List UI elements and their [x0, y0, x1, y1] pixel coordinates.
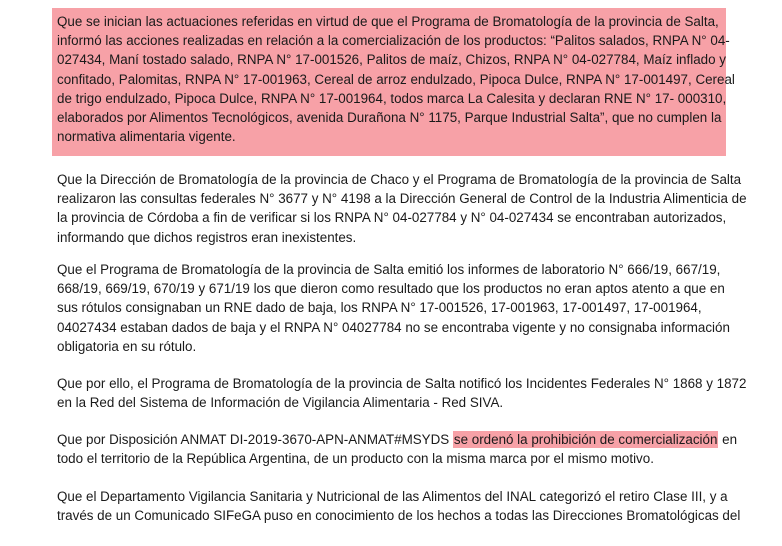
paragraph-actuaciones: [57, 12, 735, 146]
text-line: confitado, Palomitas, RNPA N° 17-001963, Cereal de arroz endulzado, Pipoca Dulce, RNPA N° 17-001497, Cereal: [57, 71, 735, 87]
text-segment: Que por Disposición ANMAT DI-2019-3670-APN-ANMAT#MSYDS: [57, 432, 453, 447]
text-line: Que el Departamento Vigilancia Sanitaria y Nutricional de las Alimentos del INAL categorizó el retiro Clase III, y a: [57, 489, 728, 504]
text-line: todo el territorio de la República Argentina, de un producto con la misma marca por el mismo motivo.: [57, 451, 654, 467]
text-line: informando que dichos registros eran inexistentes.: [57, 229, 357, 245]
text-line: Que por ello, el Programa de Bromatología de la provincia de Salta notificó los Incidentes Federales N° 1868 y 1872: [57, 376, 747, 391]
text-line: en la Red del Sistema de Información de Vigilancia Alimentaria - Red SIVA.: [57, 395, 504, 411]
paragraph-consultas-federales: [57, 170, 747, 247]
text-line: Que el Programa de Bromatología de la provincia de Salta emitió los informes de laboratorio N° 666/19, 667/19,: [57, 262, 721, 277]
text-line: de trigo endulzado, Pipoca Dulce, RNPA N° 17-001964, todos marca La Calesita y declaran RNE N° 17- 000310,: [57, 90, 727, 106]
paragraph-informes-laboratorio: [57, 260, 730, 356]
text-line: 027434, Maní tostado salado, RNPA N° 17-001526, Palitos de maíz, Chizos, RNPA N° 04-027784, Maíz inflado y: [57, 52, 726, 68]
text-line: Que la Dirección de Bromatología de la provincia de Chaco y el Programa de Bromatología de la provincia de Salta: [57, 172, 742, 187]
paragraph-incidentes-federales: [57, 374, 747, 412]
text-line: realizaron las consultas federales N° 3677 y N° 4198 a la Dirección General de Control de la Industria Alimenticia de: [57, 191, 747, 207]
text-line: [57, 430, 738, 449]
text-line: 668/19, 669/19, 670/19 y 671/19 los que dieron como resultado que los productos no eran aptos atento a que en: [57, 281, 725, 297]
text-line: elaborados por Alimentos Tecnológicos, avenida Durañona N° 1175, Parque Industrial Salta”, que no cumplen la: [57, 109, 722, 125]
text-line: Que se inician las actuaciones referidas en virtud de que el Programa de Bromatología de la provincia de Salta,: [57, 14, 719, 29]
text-line: través de un Comunicado SIFeGA puso en conocimiento de los hechos a todas las Direcciones Bromatológicas del: [57, 508, 741, 524]
paragraph-departamento-vigilancia: [57, 487, 741, 525]
text-segment: en: [718, 432, 738, 447]
text-line: la provincia de Córdoba a fin de verificar si los RNPA N° 04-027784 y N° 04-027434 se encontraban autorizados,: [57, 210, 727, 226]
paragraph-disposicion-anmat: [57, 430, 738, 468]
text-line: normativa alimentaria vigente.: [57, 129, 236, 145]
highlighted-phrase: se ordenó la prohibición de comercialización: [453, 432, 718, 447]
text-line: sus rótulos consignaban un RNE dado de baja, los RNPA N° 17-001526, 17-001963, 17-001497, 17-001964,: [57, 300, 702, 316]
text-line: obligatoria en su rótulo.: [57, 338, 197, 354]
text-line: informó las acciones realizadas en relación a la comercialización de los productos: “Palitos salados, RNPA N° 04-: [57, 33, 730, 49]
text-line: 04027434 estaban dados de baja y el RNPA N° 04027784 no se encontraba vigente y no consignaba información: [57, 319, 730, 335]
